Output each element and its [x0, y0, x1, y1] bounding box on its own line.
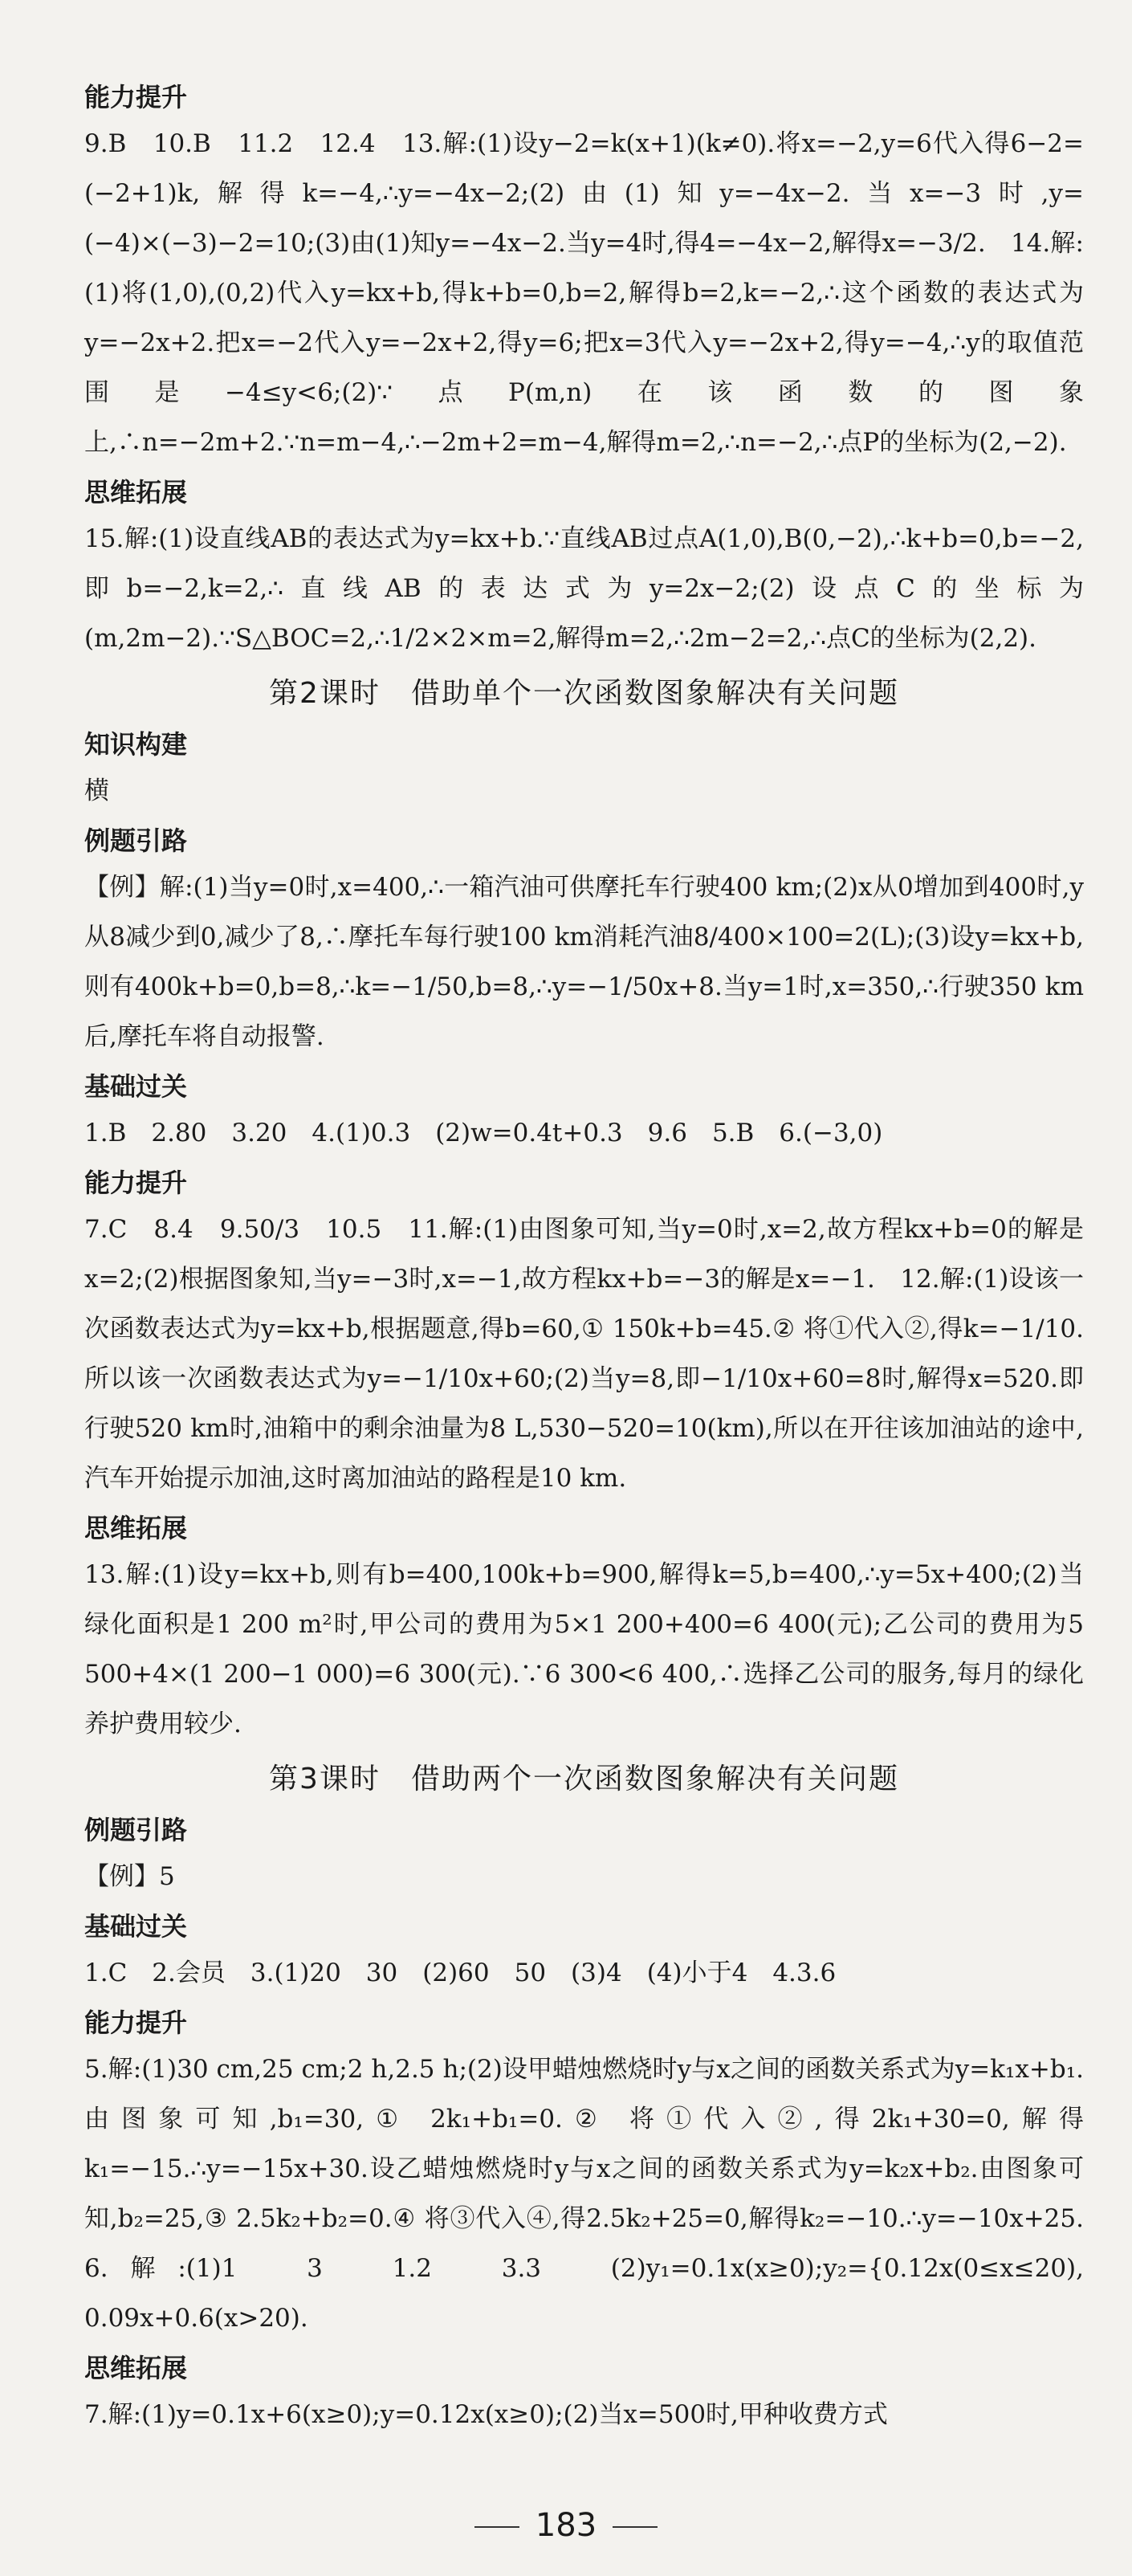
- section-heading: 能力提升: [84, 1168, 188, 1198]
- answer-paragraph: 9.B 10.B 11.2 12.4 13.解:(1)设y−2=k(x+1)(k≠0).将x=−2,y=6代入得6−2=(−2+1)k,解得k=−4,∴y=−4x−2;(2)由(1)知y=−4x−2.当x=−3时,y=(−4)×(−3)−2=10;(3)由(1)知y=−4x−2.当y=4时,得4=−4x−2,解得x=−3/2. 14.解:(1)将(1,0),(0,2)代入y=kx+b,得k+b=0,b=2,解得b=2,k=−2,∴这个函数的表达式为y=−2x+2.把x=−2代入y=−2x+2,得y=6;把x=3代入y=−2x+2,得y=−4,∴y的取值范围是−4≤y<6;(2)∵点P(m,n)在该函数的图象上,∴n=−2m+2.∵n=m−4,∴−2m+2=m−4,解得m=2,∴n=−2,∴点P的坐标为(2,−2).: [84, 129, 1084, 457]
- section-heading: 思维拓展: [84, 1513, 188, 1543]
- section-heading: 能力提升: [84, 82, 188, 112]
- answer-paragraph: 5.解:(1)30 cm,25 cm;2 h,2.5 h;(2)设甲蜡烛燃烧时y与x之间的函数关系式为y=k₁x+b₁.由图象可知,b₁=30,① 2k₁+b₁=0.② 将①代入②,得2k₁+30=0,解得k₁=−15.∴y=−15x+30.设乙蜡烛燃烧时y与x之间的函数关系式为y=k₂x+b₂.由图象可知,b₂=25,③ 2.5k₂+b₂=0.④ 将③代入④,得2.5k₂+25=0,解得k₂=−10.∴y=−10x+25. 6.解:(1)1 3 1.2 3.3 (2)y₁=0.1x(x≥0);y₂={0.12x(0≤x≤20), 0.09x+0.6(x>20).: [84, 2055, 1109, 2333]
- section-heading: 能力提升: [84, 2007, 188, 2038]
- section-heading: 基础过关: [84, 1911, 188, 1942]
- lesson-title: 第3课时 借助两个一次函数图象解决有关问题: [269, 1763, 899, 1795]
- page-footer: [0, 2507, 1132, 2544]
- answer-paragraph: 13.解:(1)设y=kx+b,则有b=400,100k+b=900,解得k=5,b=400,∴y=5x+400;(2)当绿化面积是1 200 m²时,甲公司的费用为5×1 200+400=6 400(元);乙公司的费用为5 500+4×(1 200−1 000)=6 300(元).∵6 300<6 400,∴选择乙公司的服务,每月的绿化养护费用较少.: [84, 1560, 1084, 1738]
- page-number: 183: [535, 2507, 597, 2544]
- answer-paragraph: 【例】解:(1)当y=0时,x=400,∴一箱汽油可供摩托车行驶400 km;(2)x从0增加到400时,y从8减少到0,减少了8,∴摩托车每行驶100 km消耗汽油8/400×100=2(L);(3)设y=kx+b,则有400k+b=0,b=8,∴k=−1/50,b=8,∴y=−1/50x+8.当y=1时,x=350,∴行驶350 km后,摩托车将自动报警.: [84, 873, 1084, 1051]
- footer-dash-left: [474, 2526, 519, 2528]
- answer-paragraph: 1.B 2.80 3.20 4.(1)0.3 (2)w=0.4t+0.3 9.6 5.B 6.(−3,0): [84, 1119, 883, 1147]
- answer-paragraph: 1.C 2.会员 3.(1)20 30 (2)60 50 (3)4 (4)小于4 4.3.6: [84, 1958, 837, 1987]
- answer-paragraph: 7.C 8.4 9.50/3 10.5 11.解:(1)由图象可知,当y=0时,x=2,故方程kx+b=0的解是x=2;(2)根据图象知,当y=−3时,x=−1,故方程kx+b=−3的解是x=−1. 12.解:(1)设该一次函数表达式为y=kx+b,根据题意,得b=60,① 150k+b=45.② 将①代入②,得k=−1/10.所以该一次函数表达式为y=−1/10x+60;(2)当y=8,即−1/10x+60=8时,解得x=520.即行驶520 km时,油箱中的剩余油量为8 L,530−520=10(km),所以在开往该加油站的途中,汽车开始提示加油,这时离加油站的路程是10 km.: [84, 1215, 1084, 1493]
- answer-paragraph: 15.解:(1)设直线AB的表达式为y=kx+b.∵直线AB过点A(1,0),B(0,−2),∴k+b=0,b=−2,即b=−2,k=2,∴直线AB的表达式为y=2x−2;(2)设点C的坐标为(m,2m−2).∵S△BOC=2,∴1/2×2×m=2,解得m=2,∴2m−2=2,∴点C的坐标为(2,2).: [84, 524, 1084, 653]
- lesson-title: 第2课时 借助单个一次函数图象解决有关问题: [269, 677, 899, 710]
- footer-dash-right: [613, 2526, 658, 2528]
- section-heading: 例题引路: [84, 1815, 188, 1845]
- section-heading: 基础过关: [84, 1071, 188, 1102]
- section-heading: 思维拓展: [84, 477, 188, 507]
- section-heading: 知识构建: [84, 729, 188, 760]
- answer-paragraph: 7.解:(1)y=0.1x+6(x≥0);y=0.12x(x≥0);(2)当x=500时,甲种收费方式: [84, 2400, 888, 2429]
- answer-paragraph: 【例】5: [84, 1862, 175, 1891]
- section-heading: 思维拓展: [84, 2353, 188, 2383]
- answer-paragraph: 横: [84, 776, 109, 805]
- content: [84, 77, 1109, 2439]
- section-heading: 例题引路: [84, 825, 188, 856]
